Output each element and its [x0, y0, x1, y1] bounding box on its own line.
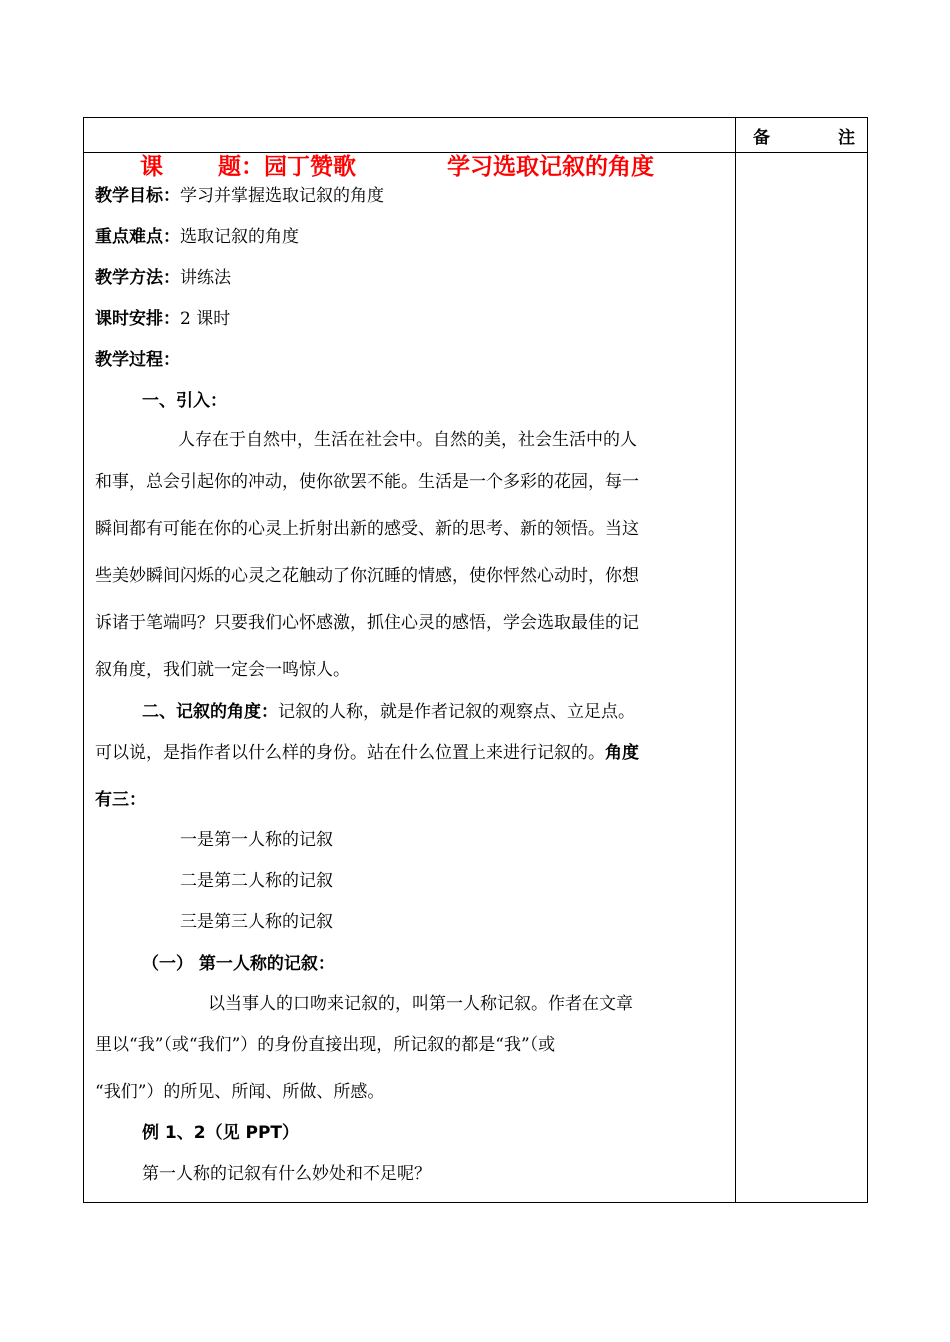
- section2-heading-rest: 记叙的人称，就是作者记叙的观察点、立足点。: [278, 702, 635, 722]
- section1-line-3: 瞬间都有可能在你的心灵上折射出新的感受、新的思考、新的领悟。当这: [95, 519, 639, 539]
- section2-line-3: 有三：: [95, 790, 146, 810]
- subsection1-question: 第一人称的记叙有什么妙处和不足呢？: [142, 1164, 431, 1184]
- section2-item-1: 一是第一人称的记叙: [180, 830, 333, 850]
- field-key-difficulty: 重点难点：选取记叙的角度: [95, 227, 299, 247]
- process-label: 教学过程：: [95, 350, 180, 370]
- subsection1-line-2: 里以“我”（或“我们”）的身份直接出现，所记叙的都是“我”（或: [95, 1035, 556, 1055]
- section2-item-3: 三是第三人称的记叙: [180, 912, 333, 932]
- remark-header-divider: [735, 152, 867, 153]
- subsection1-line-3: “我们”）的所见、所闻、所做、所感。: [95, 1082, 385, 1102]
- field-schedule: 课时安排：2 课时: [95, 309, 231, 329]
- field-teaching-method: 教学方法：讲练法: [95, 268, 231, 288]
- title-part-1: 课: [140, 154, 163, 180]
- title-part-2: 题：园丁赞歌: [218, 154, 356, 180]
- field-teaching-goal: 教学目标：学习并掌握选取记叙的角度: [95, 186, 384, 206]
- section2-heading-line: [142, 702, 635, 722]
- section1-line-5: 诉诸于笔端吗？只要我们心怀感激，抓住心灵的感悟，学会选取最佳的记: [95, 613, 639, 633]
- section1-line-2: 和事，总会引起你的冲动，使你欲罢不能。生活是一个多彩的花园，每一: [95, 472, 639, 492]
- section1-line-6: 叙角度，我们就一定会一鸣惊人。: [95, 660, 350, 680]
- section1-line-1: 人存在于自然中，生活在社会中。自然的美，社会生活中的人: [178, 430, 637, 450]
- column-divider: [735, 118, 736, 1202]
- section2-item-2: 二是第二人称的记叙: [180, 871, 333, 891]
- subsection1-heading: （一） 第一人称的记叙：: [142, 954, 335, 974]
- section2-heading: 二、记叙的角度：: [142, 702, 278, 722]
- remark-column-header: [753, 123, 855, 148]
- remark-header-left: 备: [753, 128, 770, 148]
- section1-line-4: 些美妙瞬间闪烁的心灵之花触动了你沉睡的情感，使你怦然心动时，你想: [95, 566, 639, 586]
- section1-heading: 一、引入：: [142, 391, 227, 411]
- title-part-3: 学习选取记叙的角度: [447, 154, 654, 180]
- section2-line-2: 可以说，是指作者以什么样的身份。站在什么位置上来进行记叙的。角度: [95, 743, 639, 763]
- subsection1-line-1: 以当事人的口吻来记叙的，叫第一人称记叙。作者在文章: [208, 994, 633, 1014]
- subsection1-example: 例 1、2（见 PPT）: [142, 1123, 300, 1143]
- remark-header-right: 注: [838, 128, 855, 148]
